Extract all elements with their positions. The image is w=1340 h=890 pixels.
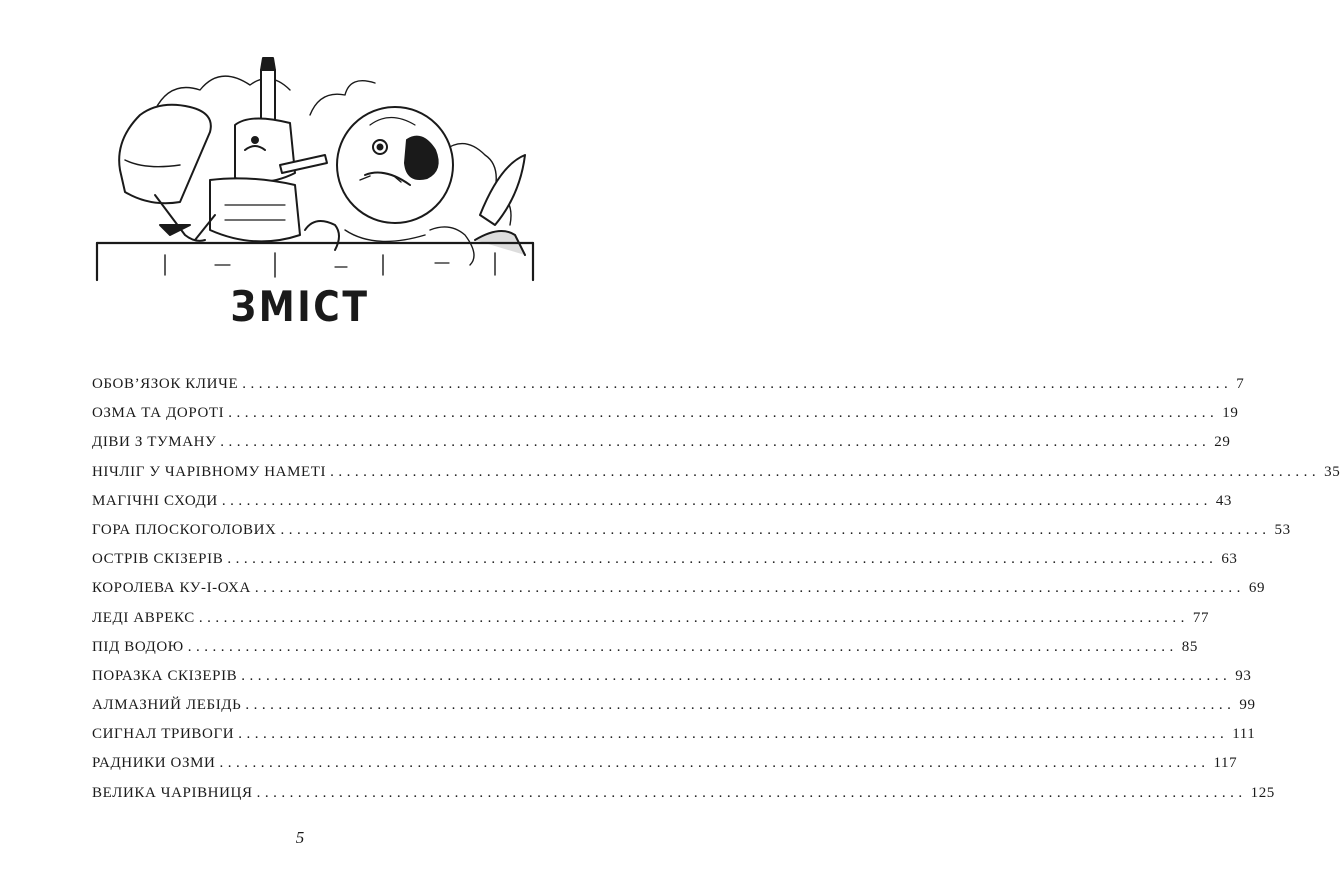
toc-entry[interactable] — [92, 551, 1238, 580]
dot-leader: ........................................................................................................................ — [221, 492, 1212, 509]
toc-entry[interactable] — [92, 784, 1275, 814]
dot-leader: ........................................................................................................................ — [198, 609, 1189, 626]
toc-entry-title: КОРОЛЕВА КУ-І-ОХА — [92, 580, 251, 597]
toc-entry-page: 63 — [1221, 551, 1238, 568]
toc-entry[interactable] — [92, 463, 1340, 493]
toc-entry[interactable] — [92, 638, 1198, 668]
dot-leader: ........................................................................................................................ — [220, 434, 1211, 451]
dot-leader: ........................................................................................................................ — [219, 755, 1210, 772]
toc-entry-page: 125 — [1250, 784, 1275, 801]
dot-leader: ........................................................................................................................ — [280, 521, 1271, 538]
table-of-contents — [92, 376, 1340, 814]
toc-entry-page: 19 — [1222, 405, 1239, 422]
toc-entry[interactable] — [92, 667, 1252, 697]
toc-entry-page: 53 — [1274, 521, 1291, 538]
dot-leader: ........................................................................................................................ — [228, 405, 1219, 422]
wall — [97, 243, 533, 280]
dot-leader: ........................................................................................................................ — [187, 638, 1178, 655]
toc-entry[interactable] — [92, 580, 1266, 609]
toc-entry-page: 35 — [1324, 463, 1340, 480]
toc-entry-title: ВЕЛИКА ЧАРІВНИЦЯ — [92, 784, 253, 801]
toc-entry-page: 85 — [1181, 638, 1198, 655]
toc-entry[interactable] — [92, 609, 1210, 639]
page-number: 5 — [295, 828, 305, 847]
toc-entry-page: 111 — [1232, 726, 1256, 743]
toc-entry-title: СИГНАЛ ТРИВОГИ — [92, 726, 235, 743]
hat-figure — [119, 105, 211, 241]
toc-entry-page: 43 — [1215, 492, 1233, 509]
toc-entry-page: 77 — [1192, 609, 1210, 626]
toc-entry-title: РАДНИКИ ОЗМИ — [92, 755, 216, 772]
toc-entry[interactable] — [92, 521, 1291, 551]
toc-entry-title: ОСТРІВ СКІЗЕРІВ — [92, 551, 224, 568]
toc-entry-title: ДІВИ З ТУМАНУ — [92, 434, 217, 451]
dot-leader: ........................................................................................................................ — [242, 376, 1233, 392]
toc-entry-page: 93 — [1235, 667, 1252, 684]
toc-entry-page: 29 — [1214, 434, 1231, 451]
toc-entry-title: ОБОВ’ЯЗОК КЛИЧЕ — [92, 376, 239, 392]
toc-entry-page: 99 — [1239, 697, 1256, 714]
dot-leader: ........................................................................................................................ — [241, 667, 1232, 684]
dot-leader: ........................................................................................................................ — [227, 551, 1218, 568]
toc-entry-title: АЛМАЗНИЙ ЛЕБІДЬ — [92, 697, 242, 714]
toc-entry-page: 117 — [1213, 755, 1238, 772]
toc-entry-title: ЛЕДІ АВРЕКС — [92, 609, 195, 626]
toc-entry[interactable] — [92, 697, 1256, 726]
pumpkinhead-figure — [305, 107, 474, 265]
toc-entry[interactable] — [92, 434, 1231, 463]
toc-entry-title: ОЗМА ТА ДОРОТІ — [92, 405, 225, 422]
toc-entry[interactable] — [92, 376, 1245, 405]
dot-leader: ........................................................................................................................ — [330, 463, 1321, 480]
dot-leader: ........................................................................................................................ — [254, 580, 1245, 597]
dot-leader: ........................................................................................................................ — [256, 784, 1247, 801]
dot-leader: ........................................................................................................................ — [238, 726, 1229, 743]
header-illustration — [95, 55, 535, 280]
tin-woodman-figure — [195, 58, 327, 241]
toc-entry-title: ПОРАЗКА СКІЗЕРІВ — [92, 667, 238, 684]
toc-entry[interactable] — [92, 726, 1256, 755]
toc-entry[interactable] — [92, 755, 1238, 784]
toc-entry-title: НІЧЛІГ У ЧАРІВНОМУ НАМЕТІ — [92, 463, 327, 480]
dot-leader: ........................................................................................................................ — [245, 697, 1236, 714]
toc-entry-page: 7 — [1236, 376, 1245, 392]
toc-entry[interactable] — [92, 492, 1233, 522]
toc-entry[interactable] — [92, 405, 1239, 434]
toc-entry-title: ПІД ВОДОЮ — [92, 638, 184, 655]
toc-entry-page: 69 — [1248, 580, 1266, 597]
page-title: ЗМІСТ — [230, 282, 370, 331]
toc-entry-title: ГОРА ПЛОСКОГОЛОВИХ — [92, 521, 277, 538]
toc-entry-title: МАГІЧНІ СХОДИ — [92, 492, 218, 509]
